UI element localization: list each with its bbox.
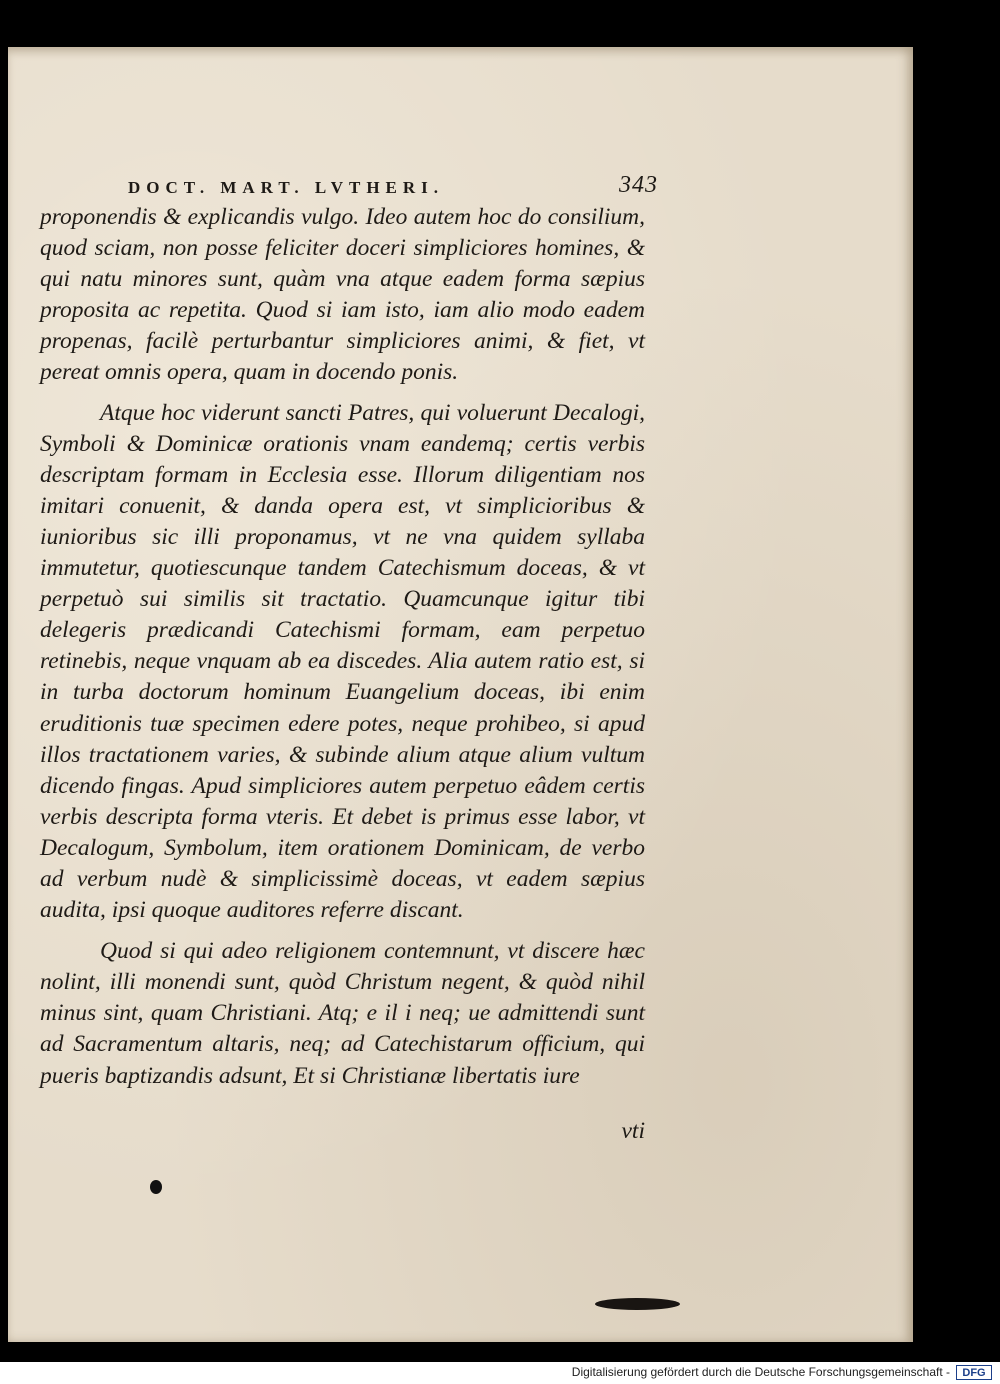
footer-bar — [0, 1362, 1000, 1384]
funding-notice: Digitalisierung gefördert durch die Deutsche Forschungsgemeinschaft - — [571, 1365, 950, 1379]
paragraph-2: Atque hoc viderunt sancti Patres, qui voluerunt Decalogi, Symboli & Dominicæ orationis vnam eandemq; certis verbis descriptam formam in Ecclesia esse. Illorum diligentiam nos imitari conuenit, & danda opera est, vt simplicioribus & iunioribus sic illi proponamus, vt ne vna quidem syllaba immutetur, quotiescunque tandem Catechismum doceas, & vt perpetuò sui similis sit tractatio. Quamcunque igitur tibi delegeris prædicandi Catechismi formam, eam perpetuo retinebis, neque vnquam ab ea discedes. Alia autem ratio est, si in turba doctorum hominum Euangelium doceas, ibi enim eruditionis tuæ specimen edere potes, neque prohibeo, si apud illos tractationem varies, & subinde alium atque alium vultum dicendo fingas. Apud simpliciores autem perpetuo eâdem certis verbis descripta forma vteris. Et debet is primus esse labor, vt Decalogum, Symbolum, item orationem Dominicam, de verbo ad verbum nudè & simplicissimè doceas, vt eadem sæpius audita, ipsi quoque auditores referre discant. — [40, 399, 645, 924]
ink-smudge — [595, 1298, 680, 1310]
running-header — [128, 172, 658, 202]
dfg-logo-icon: DFG — [956, 1365, 992, 1380]
page-number: 343 — [619, 172, 658, 198]
ink-dot — [150, 1180, 162, 1194]
body-text — [40, 202, 645, 1092]
catchword: vti — [621, 1118, 645, 1144]
running-title: DOCT. MART. LVTHERI. — [128, 178, 445, 197]
paragraph-3: Quod si qui adeo religionem contemnunt, vt discere hæc nolint, illi monendi sunt, quòd Christum negent, & quòd nihil minus sint, quam Christiani. Atq; e il i neq; ue admittendi sunt ad Sacramentum altaris, neq; ad Catechistarum officium, qui pueris baptizandis adsunt, Et si Christianæ libertatis iure — [40, 938, 645, 1089]
paragraph-1: proponendis & explicandis vulgo. Ideo autem hoc do consilium, quod sciam, non posse feliciter doceri simpliciores homines, & qui natu minores sunt, quàm vna atque eadem forma sæpius proposita ac repetita. Quod si iam isto, iam alio modo eadem propenas, facilè perturbantur simpliciores animi, & fiet, vt pereat omnis opera, quam in docendo ponis. — [40, 204, 645, 386]
